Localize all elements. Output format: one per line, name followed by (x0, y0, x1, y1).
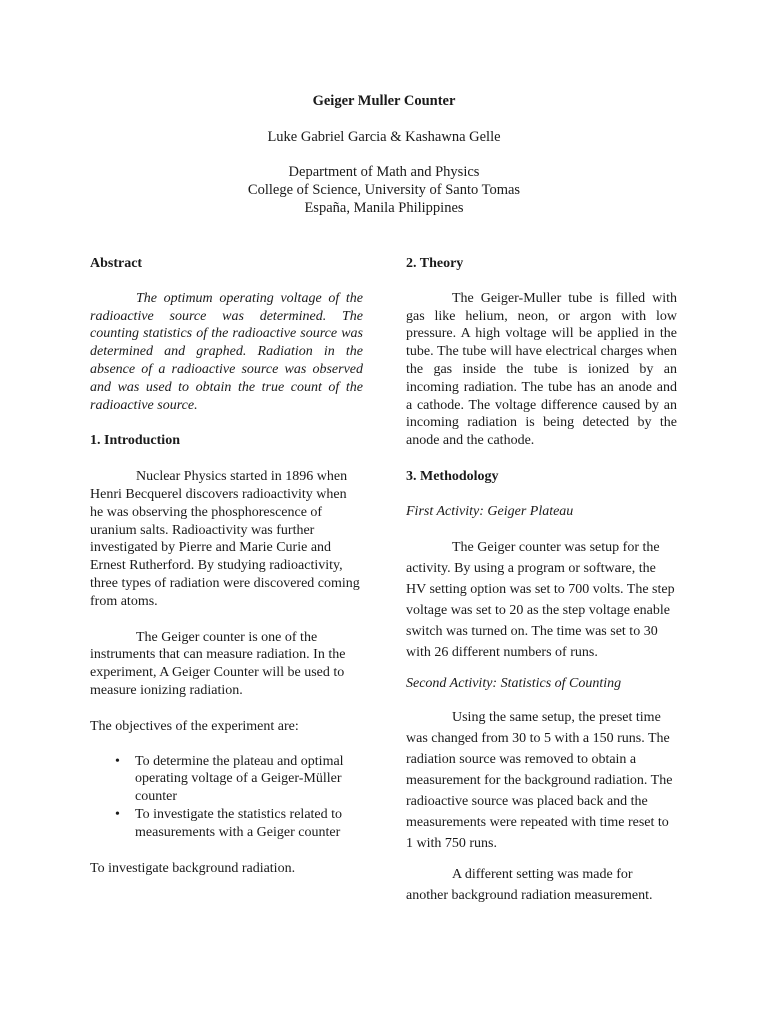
theory-text: The Geiger-Muller tube is filled with gas like helium, neon, or argon with low pressure. A high voltage will be applied in the tube. The tube will have electrical charges when the gas inside the tube is ionized by an incoming radiation. The tube has an anode and a cathode. The voltage difference caused by an incoming radiation is being detected by the anode and the cathode. (406, 290, 677, 449)
paper-header (0, 92, 768, 217)
objective-item: • To investigate the statistics related to measurements with a Geiger counter (135, 806, 363, 842)
activity1-title: First Activity: Geiger Plateau (406, 503, 574, 519)
paper-authors: Luke Gabriel Garcia & Kashawna Gelle (267, 129, 501, 145)
introduction-paragraph: The Geiger counter is one of the instruments that can measure radiation. In the experiment, A Geiger Counter will be used to measure ionizing radiation. (90, 629, 346, 698)
activity2-text: Using the same setup, the preset time was changed from 30 to 5 with a 150 runs. The radiation source was removed to obtain a measurement for the background radiation. The radioactive source was placed back and the measurements were repeated with time reset to 1 with 750 runs. (406, 710, 673, 852)
objectives-intro: The objectives of the experiment are: (90, 718, 299, 734)
right-column (406, 255, 677, 906)
abstract-heading: Abstract (90, 256, 143, 271)
affiliation-line: Department of Math and Physics (288, 164, 480, 180)
abstract-text: The optimum operating voltage of the radioactive source was determined. The counting statistics of the radioactive source was determined and graphed. Radiation in the absence of a radioactive source was observed and was used to obtain the true count of the radioactive source. (90, 290, 363, 413)
introduction-closing: To investigate background radiation. (90, 860, 296, 876)
objective-item: • To determine the plateau and optimal operating voltage of a Geiger-Müller counter (135, 753, 363, 806)
introduction-paragraph: Nuclear Physics started in 1896 when Henri Becquerel discovers radioactivity when he was observing the phosphorescence of uranium salts. Radioactivity was further investigated by Pierre and Marie Curie and Ernest Rutherford. By studying radioactivity, three types of radiation were discovered coming from atoms. (90, 469, 360, 609)
theory-heading: 2. Theory (406, 256, 464, 271)
objectives-list (90, 753, 363, 842)
affiliation-line: College of Science, University of Santo Tomas (247, 182, 521, 198)
methodology-heading: 3. Methodology (406, 468, 499, 484)
paper-affiliation (0, 163, 768, 217)
activity2-title: Second Activity: Statistics of Counting (406, 675, 622, 691)
paper-title: Geiger Muller Counter (312, 93, 456, 109)
affiliation-line: España, Manila Philippines (304, 200, 464, 216)
introduction-heading: 1. Introduction (90, 433, 180, 449)
methodology-closing: A different setting was made for another background radiation measurement. (406, 867, 653, 904)
activity1-text: The Geiger counter was setup for the activity. By using a program or software, the HV setting option was set to 700 volts. The step voltage was set to 20 as the step voltage enable switch was turned on. The time was set to 30 with 26 different numbers of runs. (406, 539, 675, 660)
left-column (90, 255, 363, 877)
